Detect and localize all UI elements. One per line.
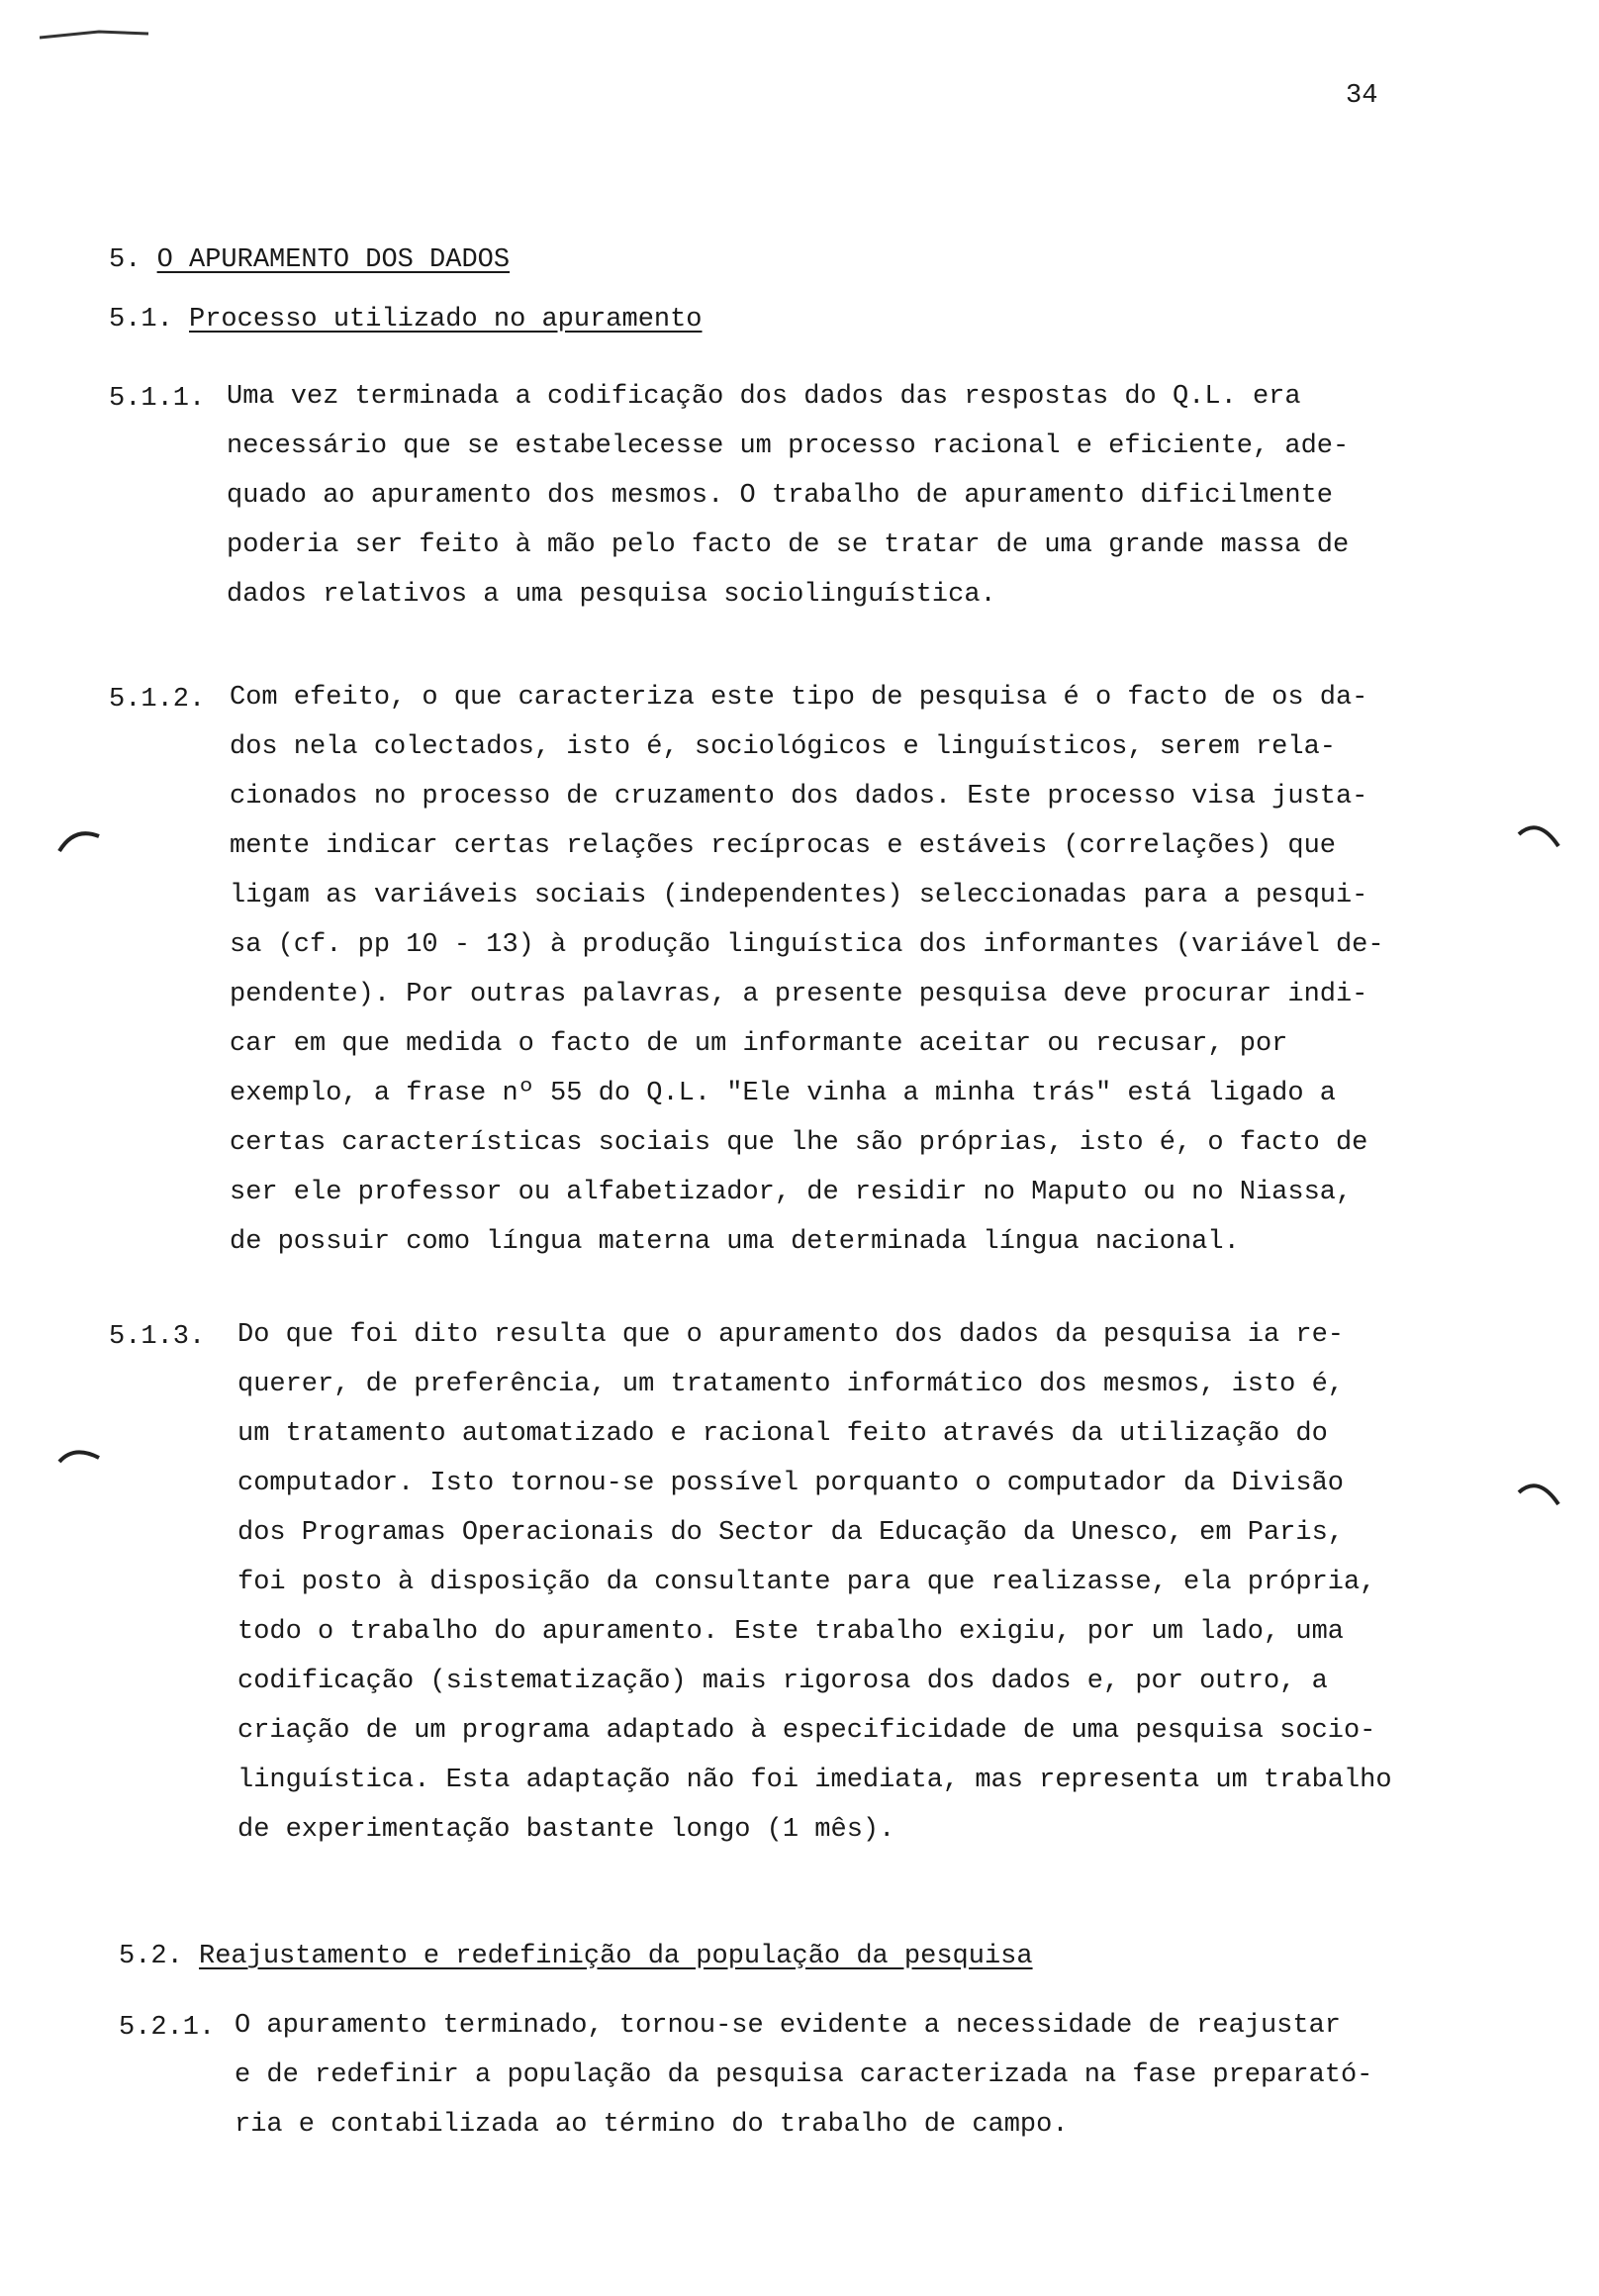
text-line: ligam as variáveis sociais (independentes) seleccionadas para a pesqui- bbox=[230, 881, 1368, 910]
text-line: ria e contabilizada ao término do trabalho de campo. bbox=[235, 2110, 1069, 2140]
chapter-number: 5. bbox=[109, 245, 141, 275]
text-line: cionados no processo de cruzamento dos dados. Este processo visa justa- bbox=[230, 782, 1368, 812]
text-line: querer, de preferência, um tratamento informático dos mesmos, isto é, bbox=[237, 1370, 1344, 1399]
chapter-title: O APURAMENTO DOS DADOS bbox=[156, 245, 511, 275]
text-line: poderia ser feito à mão pelo facto de se tratar de uma grande massa de bbox=[227, 530, 1350, 560]
punch-mark-right-2 bbox=[1514, 1475, 1563, 1514]
text-line: O apuramento terminado, tornou-se evidente a necessidade de reajustar bbox=[235, 2011, 1341, 2041]
paragraph-number: 5.2.1. bbox=[119, 2013, 216, 2043]
paragraph-5-1-3 bbox=[237, 1310, 1392, 1855]
section-title: Processo utilizado no apuramento bbox=[189, 305, 703, 335]
text-line: pendente). Por outras palavras, a presente pesquisa deve procurar indi- bbox=[230, 980, 1368, 1009]
section-heading-5-1 bbox=[109, 305, 703, 335]
section-number: 5.2. bbox=[119, 1942, 183, 1971]
text-line: car em que medida o facto de um informante aceitar ou recusar, por bbox=[230, 1029, 1288, 1059]
punch-mark-left-1 bbox=[54, 821, 104, 861]
text-line: Uma vez terminada a codificação dos dados das respostas do Q.L. era bbox=[227, 382, 1301, 412]
section-heading-5-2 bbox=[119, 1942, 1033, 1971]
punch-mark-left-2 bbox=[54, 1440, 104, 1480]
paragraph-number: 5.1.1. bbox=[109, 384, 206, 414]
text-line: todo o trabalho do apuramento. Este trabalho exigiu, por um lado, uma bbox=[237, 1617, 1344, 1647]
text-line: e de redefinir a população da pesquisa caracterizada na fase preparató- bbox=[235, 2060, 1373, 2090]
text-line: certas características sociais que lhe são próprias, isto é, o facto de bbox=[230, 1128, 1368, 1158]
text-line: necessário que se estabelecesse um processo racional e eficiente, ade- bbox=[227, 431, 1350, 461]
text-line: exemplo, a frase nº 55 do Q.L. "Ele vinha a minha trás" está ligado a bbox=[230, 1079, 1336, 1108]
text-line: dos nela colectados, isto é, sociológicos e linguísticos, serem rela- bbox=[230, 732, 1336, 762]
text-line: sa (cf. pp 10 - 13) à produção linguística dos informantes (variável de- bbox=[230, 930, 1384, 960]
text-line: ser ele professor ou alfabetizador, de residir no Maputo ou no Niassa, bbox=[230, 1178, 1353, 1207]
section-title: Reajustamento e redefinição da população da pesquisa bbox=[199, 1942, 1033, 1971]
text-line: um tratamento automatizado e racional feito através da utilização do bbox=[237, 1419, 1328, 1449]
text-line: foi posto à disposição da consultante para que realizasse, ela própria, bbox=[237, 1568, 1376, 1597]
text-line: codificação (sistematização) mais rigorosa dos dados e, por outro, a bbox=[237, 1667, 1328, 1696]
page-number: 34 bbox=[1346, 81, 1378, 111]
text-line: dos Programas Operacionais do Sector da Educação da Unesco, em Paris, bbox=[237, 1518, 1344, 1548]
text-line: linguística. Esta adaptação não foi imediata, mas representa um trabalho bbox=[237, 1766, 1392, 1795]
text-line: Do que foi dito resulta que o apuramento dos dados da pesquisa ia re- bbox=[237, 1320, 1344, 1350]
paragraph-5-1-2 bbox=[230, 673, 1384, 1267]
paragraph-5-2-1 bbox=[235, 2001, 1372, 2150]
text-line: computador. Isto tornou-se possível porquanto o computador da Divisão bbox=[237, 1469, 1344, 1498]
text-line: Com efeito, o que caracteriza este tipo de pesquisa é o facto de os da- bbox=[230, 683, 1368, 713]
scan-artifact-top-left bbox=[40, 20, 198, 49]
chapter-heading bbox=[109, 245, 510, 275]
paragraph-5-1-1 bbox=[227, 372, 1349, 620]
text-line: de experimentação bastante longo (1 mês). bbox=[237, 1815, 895, 1845]
punch-mark-right-1 bbox=[1514, 816, 1563, 856]
paragraph-number: 5.1.3. bbox=[109, 1322, 206, 1352]
text-line: quado ao apuramento dos mesmos. O trabalho de apuramento dificilmente bbox=[227, 481, 1333, 511]
text-line: dados relativos a uma pesquisa sociolinguística. bbox=[227, 580, 996, 610]
text-line: de possuir como língua materna uma determinada língua nacional. bbox=[230, 1227, 1240, 1257]
paragraph-number: 5.1.2. bbox=[109, 685, 206, 715]
text-line: mente indicar certas relações recíprocas e estáveis (correlações) que bbox=[230, 831, 1336, 861]
text-line: criação de um programa adaptado à especificidade de uma pesquisa socio- bbox=[237, 1716, 1376, 1746]
section-number: 5.1. bbox=[109, 305, 173, 335]
